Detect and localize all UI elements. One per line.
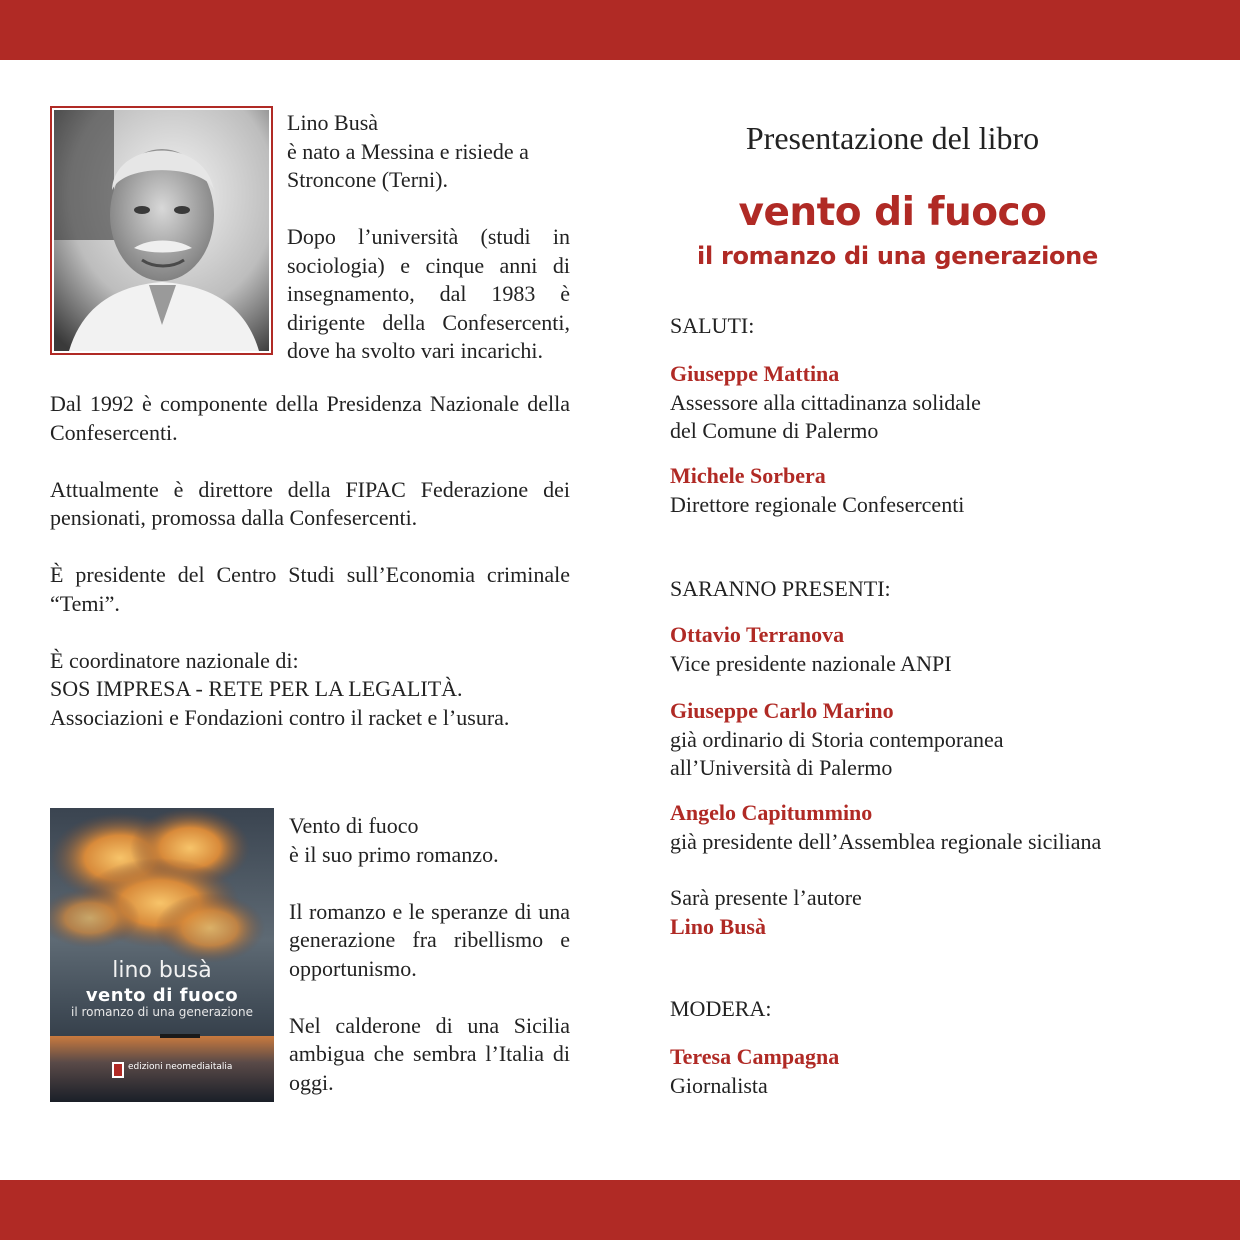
speaker-name: Giuseppe Carlo Marino xyxy=(670,698,894,723)
cover-subtitle: il romanzo di una generazione xyxy=(71,1005,253,1019)
novel-paragraph-generation: Il romanzo e le speranze di una generazione fra ribellismo e opportunismo. xyxy=(289,898,570,981)
speaker-marino xyxy=(670,697,1190,783)
speaker-mattina xyxy=(670,360,1190,446)
bio-career xyxy=(50,390,570,732)
cover-author: lino busà xyxy=(112,958,212,983)
book-cover xyxy=(50,808,274,1102)
speaker-name: Michele Sorbera xyxy=(670,463,826,488)
speaker-role: già presidente dell’Assemblea regionale siciliana xyxy=(670,828,1102,854)
bottom-color-band xyxy=(0,1180,1240,1240)
speaker-name: Giuseppe Mattina xyxy=(670,361,840,386)
moderator xyxy=(670,1043,1190,1100)
top-color-band xyxy=(0,0,1240,60)
author-presence-text: Sarà presente l’autore xyxy=(670,885,862,910)
speaker-role: Assessore alla cittadinanza solidale xyxy=(670,389,981,415)
bio-intro xyxy=(287,109,570,394)
presentation-heading: Presentazione del libro xyxy=(745,120,1040,156)
novel-intro-line-2: è il suo primo romanzo. xyxy=(289,841,499,867)
modera-label: MODERA: xyxy=(670,996,772,1021)
cover-title: vento di fuoco xyxy=(85,985,239,1006)
moderator-name: Teresa Campagna xyxy=(670,1044,840,1069)
novel-description xyxy=(289,812,570,1126)
bio-paragraph-temi: È presidente del Centro Studi sull’Economia criminale “Temi”. xyxy=(50,562,570,616)
author-portrait-image xyxy=(54,110,269,351)
bio-education-paragraph: Dopo l’università (studi in sociologia) e cinque anni di insegnamento, dal 1983 è dirigente della Confesercenti, dove ha svolto vari incarichi. xyxy=(287,224,570,363)
bio-paragraph-presidency: Dal 1992 è componente della Presidenza Nazionale della Confesercenti. xyxy=(50,391,570,445)
speaker-capitummino xyxy=(670,799,1190,856)
book-subtitle: il romanzo di una generazione xyxy=(697,242,1098,270)
speaker-sorbera xyxy=(670,462,1190,519)
bio-residence-line: Stroncone (Terni). xyxy=(287,167,448,192)
author-presence-name: Lino Busà xyxy=(670,913,766,939)
author-name-text: Lino Busà xyxy=(287,110,379,135)
author-portrait xyxy=(50,106,273,355)
speaker-name: Angelo Capitummino xyxy=(670,800,873,825)
speaker-role: Direttore regionale Confesercenti xyxy=(670,491,965,517)
bio-origin-line: è nato a Messina e risiede a xyxy=(287,138,529,164)
speaker-role: all’Università di Palermo xyxy=(670,755,893,780)
novel-paragraph-sicily: Nel calderone di una Sicilia ambigua che sembra l’Italia di oggi. xyxy=(289,1012,570,1095)
speaker-name: Ottavio Terranova xyxy=(670,622,845,647)
presenti-label: SARANNO PRESENTI: xyxy=(670,576,891,601)
coordinator-line-2: SOS IMPRESA - RETE PER LA LEGALITÀ. xyxy=(50,676,463,701)
bio-paragraph-fipac: Attualmente è direttore della FIPAC Federazione dei pensionati, promossa dalla Confesercenti. xyxy=(50,476,570,530)
book-title: vento di fuoco xyxy=(738,190,1047,235)
speaker-role: del Comune di Palermo xyxy=(670,418,879,443)
speaker-role: già ordinario di Storia contemporanea xyxy=(670,726,1004,752)
speaker-terranova xyxy=(670,621,1190,678)
book-cover-image xyxy=(50,808,274,1102)
coordinator-line-1: È coordinatore nazionale di: xyxy=(50,647,299,673)
cover-publisher: edizioni neomediaitalia xyxy=(128,1062,233,1072)
moderator-role: Giornalista xyxy=(670,1072,768,1098)
saluti-label: SALUTI: xyxy=(670,313,755,338)
coordinator-line-3: Associazioni e Fondazioni contro il racket e l’usura. xyxy=(50,704,510,730)
author-presence xyxy=(670,884,1190,941)
novel-intro-line-1: Vento di fuoco xyxy=(289,813,419,838)
speaker-role: Vice presidente nazionale ANPI xyxy=(670,650,952,676)
